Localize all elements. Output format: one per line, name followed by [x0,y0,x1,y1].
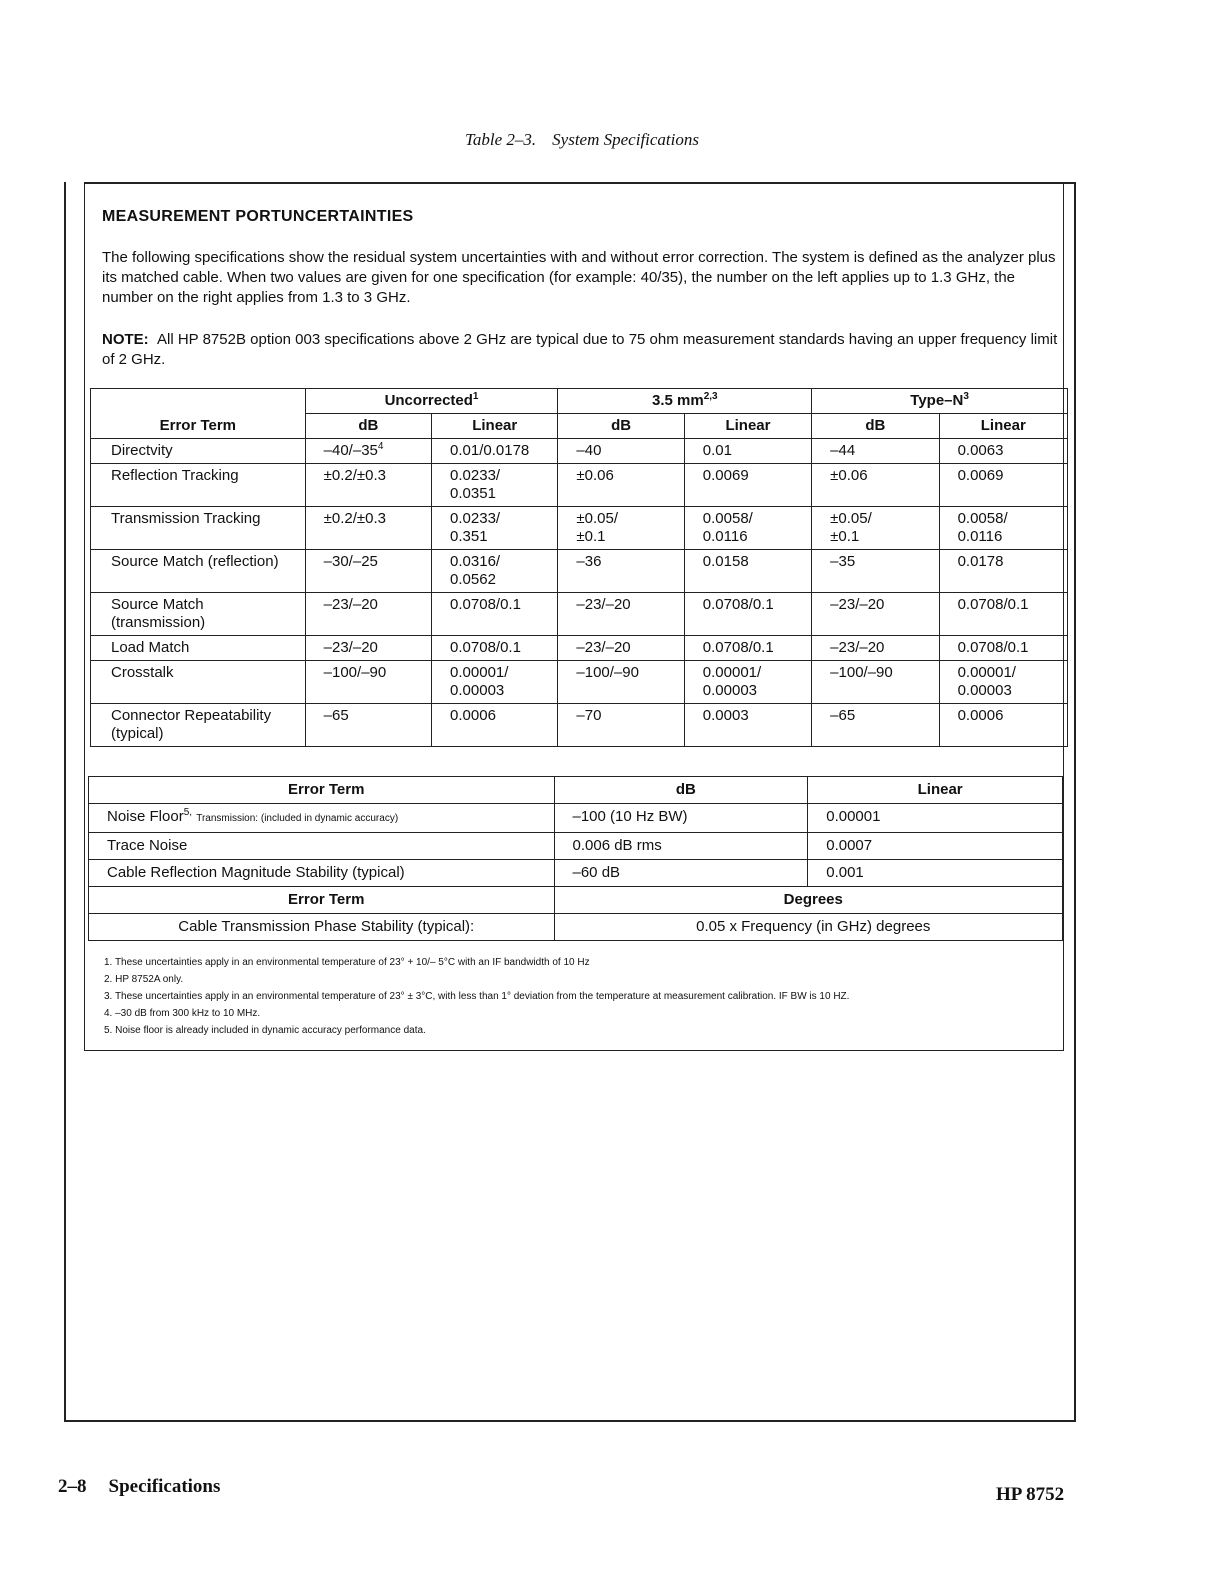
footnote: 2. HP 8752A only. [104,974,184,985]
trace-noise-db: 0.006 dB rms [554,833,808,860]
db-cell: –40 [558,439,684,464]
error-term-cell: Directvity [91,439,306,464]
section-name: Specifications [108,1476,221,1497]
page-footer-left [58,1476,220,1498]
linear-cell: 0.0708/0.1 [684,593,811,636]
db-cell: –100/–90 [558,661,684,704]
product-name: HP 8752 [996,1484,1065,1505]
noise-header-db: dB [554,777,808,804]
table-row [91,464,1068,507]
linear-cell: 0.0158 [684,550,811,593]
linear-cell: 0.00001/ 0.00003 [939,661,1067,704]
db-cell: –23/–20 [812,636,939,661]
table-number: Table 2–3. [465,130,537,149]
footnote: 3. These uncertainties apply in an environmental temperature of 23° ± 3°C, with less than 1° deviation from the temperature at measurement calibration. IF BW is 10 HZ. [104,991,850,1002]
db-cell: ±0.2/±0.3 [305,464,431,507]
linear-cell: 0.00001/ 0.00003 [432,661,558,704]
group-header-row [91,389,1068,414]
col-header-linear: Linear [684,414,811,439]
linear-cell: 0.0708/0.1 [939,593,1067,636]
table-row [89,860,1063,887]
table-row [89,914,1063,941]
db-cell: –100/–90 [812,661,939,704]
linear-cell: 0.0178 [939,550,1067,593]
cable-reflection-linear: 0.001 [808,860,1063,887]
noise-header-term: Error Term [89,777,555,804]
cable-reflection-db: –60 dB [554,860,808,887]
group-header-type-n: Type–$N^3$ [812,389,1068,414]
linear-cell: 0.0708/0.1 [432,593,558,636]
footnote: 4. –30 dB from 300 kHz to 10 MHz. [104,1008,261,1019]
note-label: NOTE: [102,331,149,348]
error-term-cell: Source Match (reflection) [91,550,306,593]
col-header-db: dB [812,414,939,439]
linear-cell: 0.00001/ 0.00003 [684,661,811,704]
db-cell: –65 [305,704,431,747]
db-cell: –23/–20 [305,593,431,636]
phase-stability-term: Cable Transmission Phase Stability (typical): [89,914,555,941]
db-cell: ±0.06 [558,464,684,507]
linear-cell: 0.0003 [684,704,811,747]
table-row [91,636,1068,661]
page-number: 2–8 [58,1476,87,1497]
error-term-cell: Crosstalk [91,661,306,704]
uncertainty-table [90,388,1068,747]
phase-header-row [89,887,1063,914]
note-paragraph [102,330,1062,370]
db-cell: –100/–90 [305,661,431,704]
linear-cell: 0.0058/ 0.0116 [684,507,811,550]
db-cell: ±0.2/±0.3 [305,507,431,550]
db-cell: ±0.06 [812,464,939,507]
phase-header-term: Error Term [89,887,555,914]
table-row [89,833,1063,860]
db-cell: ±0.05/ ±0.1 [812,507,939,550]
trace-noise-term: Trace Noise [89,833,555,860]
error-term-cell: Connector Repeatability (typical) [91,704,306,747]
noise-floor-term: Noise Floor$^{5,}$ Transmission: (included in dynamic accuracy) [89,804,555,833]
group-header-uncorrected: Uncorrected$^1$ [305,389,558,414]
linear-cell: 0.0316/ 0.0562 [432,550,558,593]
linear-cell: 0.0708/0.1 [684,636,811,661]
table-row [91,661,1068,704]
db-cell: –23/–20 [558,593,684,636]
linear-cell: 0.0233/ 0.0351 [432,464,558,507]
col-header-linear: Linear [939,414,1067,439]
table-row [91,550,1068,593]
linear-cell: 0.01/0.0178 [432,439,558,464]
footnotes [104,954,1064,1039]
linear-cell: 0.0708/0.1 [939,636,1067,661]
col-header-db: dB [305,414,431,439]
linear-cell: 0.0006 [432,704,558,747]
noise-header-linear: Linear [808,777,1063,804]
phase-stability-value: 0.05 x Frequency (in GHz) degrees [554,914,1063,941]
linear-cell: 0.0069 [939,464,1067,507]
table-title: System Specifications [552,130,699,149]
linear-cell: 0.0063 [939,439,1067,464]
linear-cell: 0.0058/ 0.0116 [939,507,1067,550]
linear-cell: 0.0006 [939,704,1067,747]
phase-header-degrees: Degrees [554,887,1063,914]
db-cell: –23/–20 [812,593,939,636]
linear-cell: 0.0233/ 0.351 [432,507,558,550]
linear-cell: 0.0069 [684,464,811,507]
db-cell: –23/–20 [305,636,431,661]
note-text: All HP 8752B option 003 specifications above 2 GHz are typical due to 75 ohm measurement standards having an upper frequency limit of 2 GHz. [102,331,1058,368]
intro-paragraph: The following specifications show the residual system uncertainties with and without error correction. The system is defined as the analyzer plus its matched cable. When two values are given for one specification (for example: 40/35), the number on the left applies up to 1.3 GHz, the number on the right applies from 1.3 to 3 GHz. [102,249,1056,306]
db-cell: –23/–20 [558,636,684,661]
db-cell: –35 [812,550,939,593]
db-cell: –36 [558,550,684,593]
db-cell: –44 [812,439,939,464]
table-row [89,804,1063,833]
table-row [91,593,1068,636]
table-row [91,439,1068,464]
db-cell: –70 [558,704,684,747]
linear-cell: 0.0708/0.1 [432,636,558,661]
footnote: 1. These uncertainties apply in an environmental temperature of 23° + 10/– 5°C with an IF bandwidth of 10 Hz [104,957,590,968]
table-caption [0,130,1164,150]
linear-cell: 0.01 [684,439,811,464]
noise-floor-db: –100 (10 Hz BW) [554,804,808,833]
db-cell: ±0.05/ ±0.1 [558,507,684,550]
noise-table [88,776,1063,941]
noise-header-row [89,777,1063,804]
db-cell: –30/–25 [305,550,431,593]
cable-reflection-term: Cable Reflection Magnitude Stability (typical) [89,860,555,887]
table-row [91,704,1068,747]
error-term-cell: Source Match (transmission) [91,593,306,636]
error-term-cell: Reflection Tracking [91,464,306,507]
col-header-db: dB [558,414,684,439]
error-term-cell: Transmission Tracking [91,507,306,550]
db-cell: $-40/-35^4$ [305,439,431,464]
section-heading: MEASUREMENT PORTUNCERTAINTIES [102,208,414,225]
noise-floor-linear: 0.00001 [808,804,1063,833]
table-row [91,507,1068,550]
trace-noise-linear: 0.0007 [808,833,1063,860]
footnote: 5. Noise floor is already included in dynamic accuracy performance data. [104,1025,426,1036]
error-term-cell: Load Match [91,636,306,661]
db-cell: –65 [812,704,939,747]
col-header-linear: Linear [432,414,558,439]
error-term-header: Error Term [91,389,306,439]
group-header-3-5mm: 3.5 mm$^{2,3}$ [558,389,812,414]
